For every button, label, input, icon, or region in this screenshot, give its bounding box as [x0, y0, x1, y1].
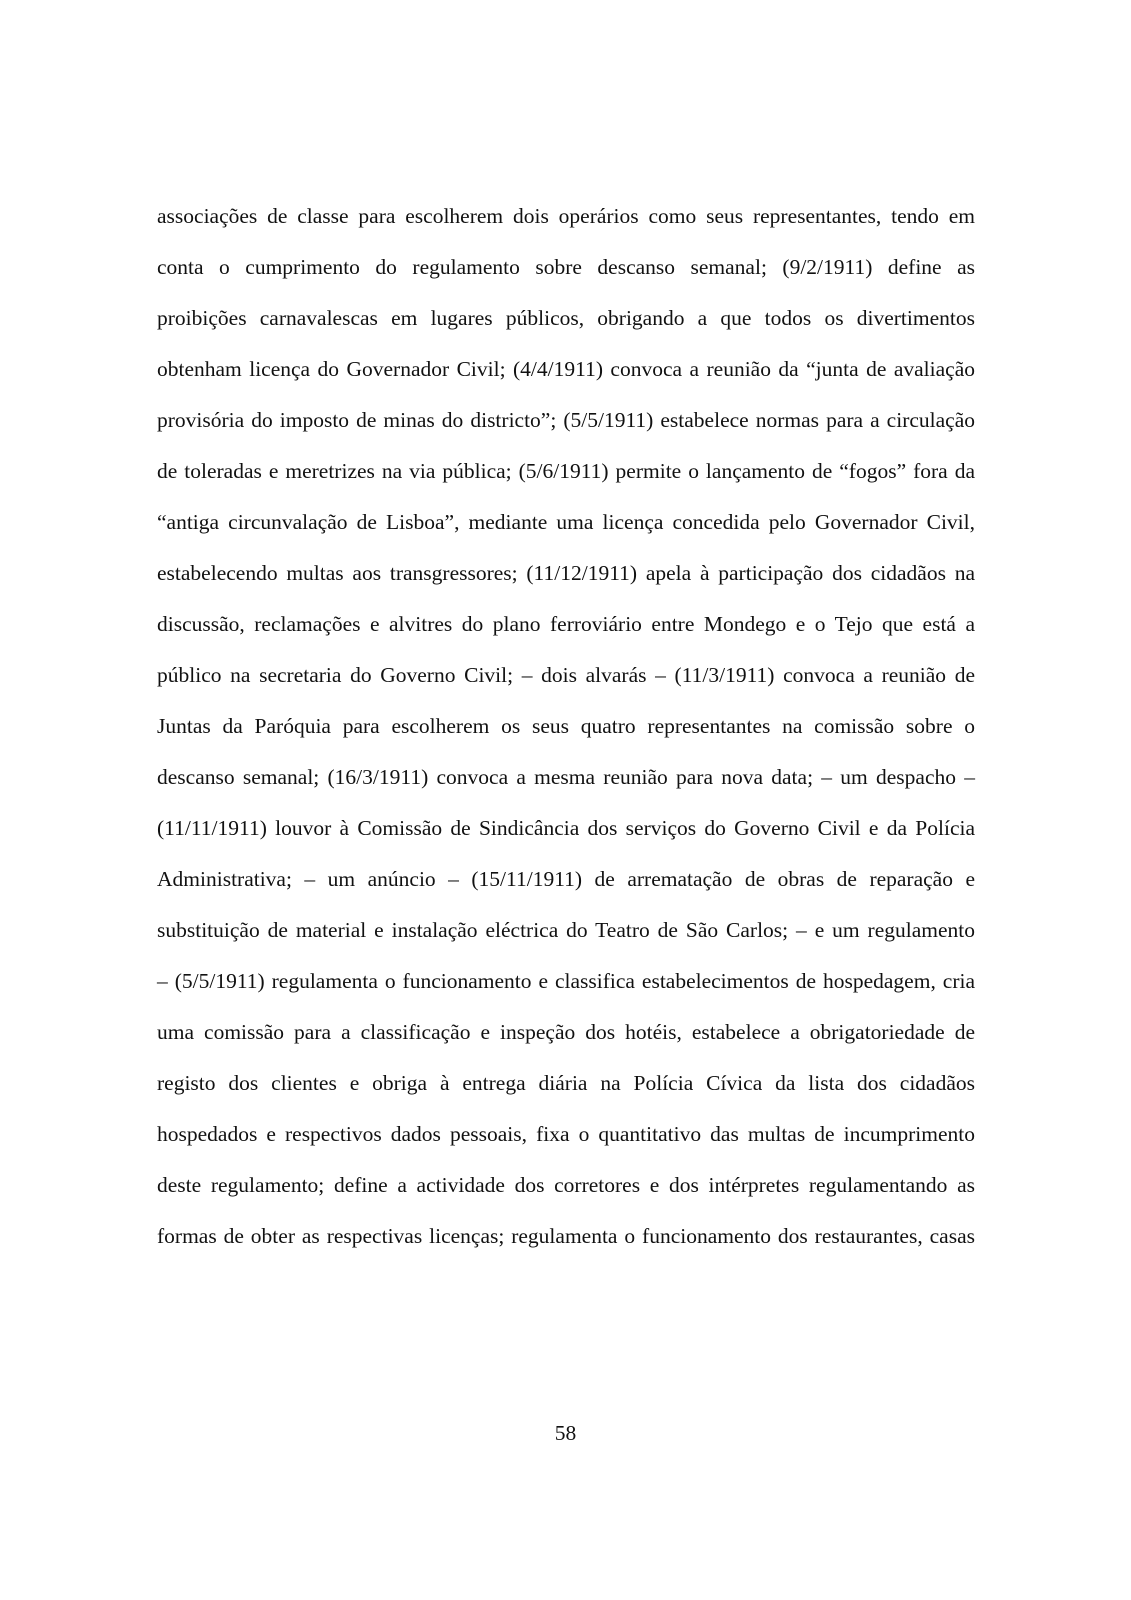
text-line: substituição de material e instalação eléctrica do Teatro de São Carlos; – e um regulamento: [157, 918, 975, 942]
text-line: associações de classe para escolherem dois operários como seus representantes, tendo em: [157, 204, 975, 228]
text-line: uma comissão para a classificação e inspeção dos hotéis, estabelece a obrigatoriedade de: [157, 1020, 975, 1044]
text-line: – (5/5/1911) regulamenta o funcionamento e classifica estabelecimentos de hospedagem, cria: [157, 969, 975, 993]
text-line: (11/11/1911) louvor à Comissão de Sindicância dos serviços do Governo Civil e da Polícia: [157, 816, 975, 840]
text-line: de toleradas e meretrizes na via pública; (5/6/1911) permite o lançamento de “fogos” fora da: [157, 459, 975, 483]
text-line: Juntas da Paróquia para escolherem os seus quatro representantes na comissão sobre o: [157, 714, 975, 738]
text-line: obtenham licença do Governador Civil; (4/4/1911) convoca a reunião da “junta de avaliação: [157, 357, 975, 381]
text-line: registo dos clientes e obriga à entrega diária na Polícia Cívica da lista dos cidadãos: [157, 1071, 975, 1095]
text-line: conta o cumprimento do regulamento sobre descanso semanal; (9/2/1911) define as: [157, 255, 975, 279]
text-line: estabelecendo multas aos transgressores; (11/12/1911) apela à participação dos cidadãos na: [157, 561, 975, 585]
text-line: discussão, reclamações e alvitres do plano ferroviário entre Mondego e o Tejo que está a: [157, 612, 975, 636]
text-line: proibições carnavalescas em lugares públicos, obrigando a que todos os divertimentos: [157, 306, 975, 330]
text-line: deste regulamento; define a actividade dos corretores e dos intérpretes regulamentando as: [157, 1173, 975, 1197]
page-number: 58: [554, 1421, 577, 1445]
text-line: formas de obter as respectivas licenças; regulamenta o funcionamento dos restaurantes, casas: [157, 1224, 975, 1248]
text-line: descanso semanal; (16/3/1911) convoca a mesma reunião para nova data; – um despacho –: [157, 765, 975, 789]
text-line: “antiga circunvalação de Lisboa”, mediante uma licença concedida pelo Governador Civil,: [157, 510, 975, 534]
text-line: Administrativa; – um anúncio – (15/11/1911) de arrematação de obras de reparação e: [157, 867, 975, 891]
body-paragraph: [157, 191, 975, 1262]
text-line: público na secretaria do Governo Civil; – dois alvarás – (11/3/1911) convoca a reunião de: [157, 663, 975, 687]
text-line: provisória do imposto de minas do districto”; (5/5/1911) estabelece normas para a circulação: [157, 408, 975, 432]
text-line: hospedados e respectivos dados pessoais, fixa o quantitativo das multas de incumprimento: [157, 1122, 975, 1146]
